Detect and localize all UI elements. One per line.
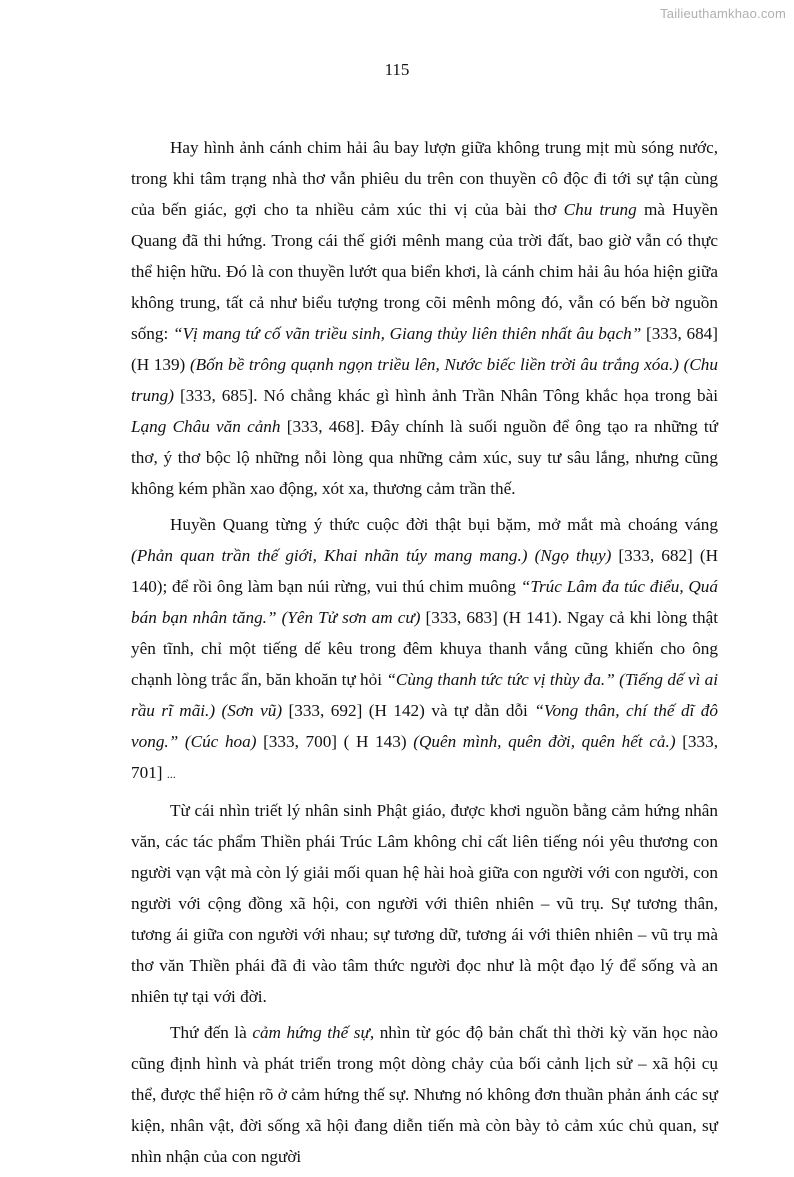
text-run: Huyền Quang từng ý thức cuộc đời thật bụi bặm, mở mắt mà choáng váng [170,515,718,534]
italic-text: “Vị mang tứ cố vãn triều sinh, Giang thủy liên thiên nhất âu bạch” [172,324,642,343]
text-run: [333, 701] [131,732,718,782]
text-run: [333, 682] (H 140); để rồi ông làm bạn núi rừng, vui thú chim muông [131,546,718,596]
italic-text: “Vong thân, chí thế dĩ đô vong.” (Cúc hoa) [131,701,718,751]
text-run: nhìn từ góc độ bản chất thì thời kỳ văn học nào cũng định hình và phát triển trong một dòng chảy của bối cảnh lịch sử – xã hội cụ thể, được thể hiện rõ ở cảm hứng thế sự. Nhưng nó không đơn thuần phản ánh các sự kiện, nhân vật, đời sống xã hội đang diễn tiến mà còn bày tỏ cảm xúc chủ quan, sự nhìn nhận của con người [131,1023,718,1166]
page-number: 115 [384,60,410,79]
text-run: Hay hình ảnh cánh chim hải âu bay lượn giữa không trung mịt mù sóng nước, trong khi tâm trạng nhà thơ vẫn phiêu du trên con thuyền cô độc đi tới sự tận cùng của bến giác, gợi cho ta nhiều cảm xúc thi vị của bài thơ [131,138,718,219]
italic-text: “Trúc Lâm đa túc điểu, Quá bán bạn nhân tăng.” (Yên Tử sơn am cư) [131,577,718,627]
body-text [131,132,718,1177]
italic-text: Chu trung [563,200,637,219]
text-run: [333, 700] ( H 143) [256,732,414,751]
paragraph [131,1017,718,1172]
watermark: Tailieuthamkhao.com [660,6,786,21]
text-run: mà Huyền Quang đã thi hứng. Trong cái thế giới mênh mang của trời đất, bao giờ vẫn có thực thể hiện hữu. Đó là con thuyền lướt qua biển khơi, là cánh chim hải âu hóa hiện giữa không trung, tất cả như biểu tượng trong cõi mênh mông đó, vẫn có bến bờ nguồn sống: [131,200,718,343]
text-run: [333, 468]. Đây chính là suối nguồn để ông tạo ra những tứ thơ, ý thơ bộc lộ những nỗi lòng qua những cảm xúc, suy tư sâu lắng, nhưng cũng không kém phần xao động, xót xa, thương cảm trần thế. [131,417,719,498]
text-run: [333, 684] (H 139) [131,324,718,374]
text-run: Thứ đến là [170,1023,253,1042]
paragraph [131,795,718,1012]
italic-text: “Cùng thanh tức tức vị thùy đa.” (Tiếng dế vì ai rầu rĩ mãi.) (Sơn vũ) [131,670,718,720]
italic-text: (Phản quan trần thế giới, Khai nhãn túy mang mang.) (Ngọ thụy) [131,546,612,565]
text-run: [333, 685]. Nó chẳng khác gì hình ảnh Trần Nhân Tông khắc họa trong bài [173,386,718,405]
italic-text: (Bốn bề trông quạnh ngọn triều lên, Nước biếc liền trời âu trắng xóa.) (Chu trung) [131,355,718,405]
italic-text: Lạng Châu văn cảnh [131,417,281,436]
text-run: [333, 683] (H 141). Ngay cả khi lòng thật yên tĩnh, chỉ một tiếng dế kêu trong đêm khuya thanh vắng cũng khiến cho ông chạnh lòng trắc ẩn, băn khoăn tự hỏi [131,608,718,689]
paragraph [131,132,718,504]
text-run: Từ cái nhìn triết lý nhân sinh Phật giáo, được khơi nguồn bằng cảm hứng nhân văn, các tác phẩm Thiền phái Trúc Lâm không chỉ cất liên tiếng nói yêu thương con người vạn vật mà còn lý giải mối quan hệ hài hoà giữa con người với con người, con người với cộng đồng xã hội, con người với thiên nhiên – vũ trụ. Sự tương thân, tương ái giữa con người với nhau; sự tương dữ, tương ái với thiên nhiên – vũ trụ mà thơ văn Thiền phái đã đi vào tâm thức người đọc như là một đạo lý để sống và an nhiên tự tại với đời. [131,801,718,1006]
italic-text: cảm hứng thế sự, [252,1023,375,1042]
text-run: [333, 692] (H 142) và tự dằn dỗi [282,701,535,720]
text-run: ... [166,767,176,781]
italic-text: (Quên mình, quên đời, quên hết cả.) [413,732,676,751]
paragraph [131,509,718,790]
